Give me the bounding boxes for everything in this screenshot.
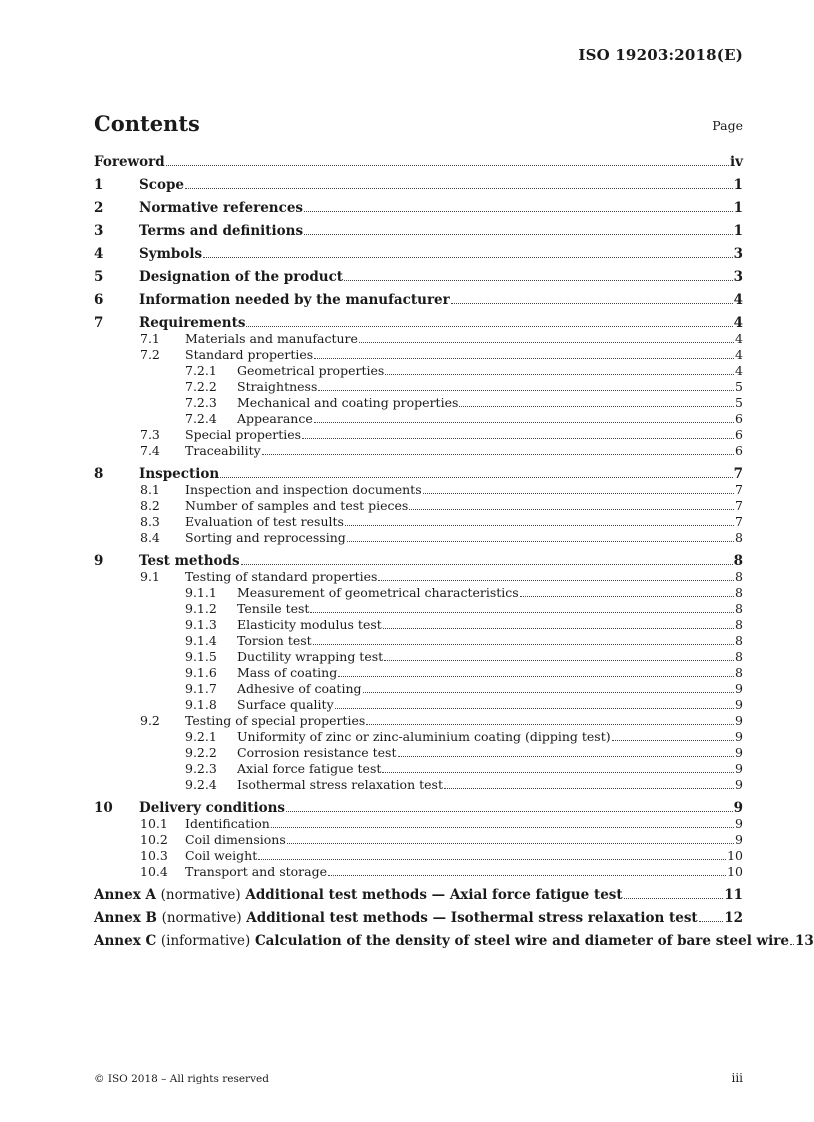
dot-leader (345, 525, 734, 526)
toc-entry-page: 3 (733, 246, 743, 262)
toc-entry-page: 9 (735, 697, 743, 712)
toc-entry[interactable] (94, 601, 743, 617)
toc-entry-page: 9 (735, 713, 743, 728)
toc-entry-number: 9.1.6 (185, 665, 217, 680)
dot-leader (444, 788, 734, 789)
dot-leader (520, 596, 734, 597)
annex-title: Additional test methods — Isothermal stress relaxation test (246, 910, 698, 926)
toc-entry-title: Identification (185, 816, 270, 831)
toc-entry-title: Scope (139, 177, 185, 193)
toc-spacer (94, 193, 743, 200)
toc-entry-title: Coil dimensions (185, 832, 286, 847)
dot-leader (347, 541, 734, 542)
annex-title: Additional test methods — Axial force fatigue test (245, 887, 623, 903)
toc-entry-title: Uniformity of zinc or zinc-aluminium coating (dipping test) (237, 729, 611, 744)
dot-leader (790, 944, 794, 945)
dot-leader (385, 374, 734, 375)
toc-entry-number: 9.2 (140, 713, 160, 728)
dot-leader (258, 859, 726, 860)
toc-entry-page: 8 (735, 649, 743, 664)
toc-entry-number: 10.1 (140, 816, 168, 831)
toc-entry-title: Inspection and inspection documents (185, 482, 422, 497)
dot-leader (335, 708, 734, 709)
toc-entry[interactable] (94, 443, 743, 459)
dot-leader (699, 921, 724, 922)
toc-entry-page: 7 (735, 514, 743, 529)
toc-entry[interactable] (94, 379, 743, 395)
annex-title: Calculation of the density of steel wire and diameter of bare steel wire (254, 933, 789, 949)
toc-entry[interactable] (94, 887, 743, 903)
toc-entry-number: 10.2 (140, 832, 168, 847)
toc-entry-page: 8 (733, 553, 743, 569)
toc-entry[interactable] (94, 223, 743, 239)
footer-page-number: iii (731, 1071, 743, 1085)
toc-entry-number: 9.2.1 (185, 729, 217, 744)
dot-leader (378, 580, 734, 581)
toc-entry-number: 9.1.2 (185, 601, 217, 616)
toc-spacer (94, 308, 743, 315)
toc-entry-title: Torsion test (237, 633, 312, 648)
toc-entry-number: 7.2.4 (185, 411, 217, 426)
toc-entry-number: 9.1.3 (185, 617, 217, 632)
dot-leader (318, 390, 734, 391)
footer-copyright: © ISO 2018 – All rights reserved (94, 1073, 269, 1085)
toc-entry[interactable] (94, 745, 743, 761)
toc-entry[interactable] (94, 411, 743, 427)
toc-entry-title: Mass of coating (237, 665, 338, 680)
dot-leader (359, 342, 734, 343)
toc-entry-number: 8.3 (140, 514, 160, 529)
toc-entry-number: 8.4 (140, 530, 160, 545)
toc-spacer (94, 459, 743, 466)
toc-entry-number: 2 (94, 200, 104, 216)
toc-entry[interactable] (94, 530, 743, 546)
toc-entry[interactable] (94, 292, 743, 308)
toc-entry-page: 8 (735, 585, 743, 600)
toc-entry-page: 7 (733, 466, 743, 482)
toc-entry-page: 9 (735, 816, 743, 831)
toc-spacer (94, 262, 743, 269)
toc-entry-title: Foreword (94, 154, 165, 170)
toc-entry-page: 8 (735, 530, 743, 545)
toc-entry-title: Straightness (237, 379, 318, 394)
toc-entry-number: 7.1 (140, 331, 160, 346)
dot-leader (313, 644, 734, 645)
toc-entry[interactable] (94, 617, 743, 633)
toc-entry-number: 9.1.1 (185, 585, 217, 600)
dot-leader (451, 303, 733, 304)
toc-entry-title: Mechanical and coating properties (237, 395, 459, 410)
toc-entry[interactable] (94, 933, 814, 949)
toc-entry-title: Requirements (139, 315, 246, 331)
toc-entry-title: Special properties (185, 427, 302, 442)
toc-entry[interactable] (94, 482, 743, 498)
toc-entry-title (94, 910, 698, 926)
toc-entry-title: Adhesive of coating (237, 681, 362, 696)
toc-entry-title: Sorting and reprocessing (185, 530, 346, 545)
toc-entry-page: 5 (735, 395, 743, 410)
toc-entry-title: Evaluation of test results (185, 514, 344, 529)
toc-entry[interactable] (94, 154, 743, 170)
toc-entry-page: 8 (735, 601, 743, 616)
toc-entry[interactable] (94, 697, 743, 713)
dot-leader (398, 756, 735, 757)
annex-type: (informative) (160, 933, 251, 949)
toc-entry-title: Tensile test (237, 601, 310, 616)
toc-entry-page: 11 (724, 887, 743, 903)
toc-entry-page: 9 (735, 681, 743, 696)
toc-entry[interactable] (94, 269, 743, 285)
toc-entry-number: 8.2 (140, 498, 160, 513)
dot-leader (246, 326, 732, 327)
toc-entry-page: 4 (735, 363, 743, 378)
toc-entry[interactable] (94, 761, 743, 777)
toc-entry-title: Surface quality (237, 697, 334, 712)
toc-entry-page: 10 (727, 848, 743, 863)
annex-type: (normative) (161, 910, 242, 926)
toc-entry-title: Appearance (237, 411, 313, 426)
dot-leader (241, 564, 733, 565)
toc-entry-title: Testing of special properties (185, 713, 366, 728)
toc-entry-page: 7 (735, 498, 743, 513)
toc-entry[interactable] (94, 498, 743, 514)
toc-entry-page: 4 (733, 292, 743, 308)
toc-entry[interactable] (94, 729, 743, 745)
dot-leader (287, 843, 734, 844)
toc-entry-number: 7.3 (140, 427, 160, 442)
toc-entry[interactable] (94, 864, 743, 880)
toc-entry-title (94, 933, 789, 949)
toc-entry-page: 9 (735, 729, 743, 744)
toc-entry[interactable] (94, 665, 743, 681)
toc-entry-page: 8 (735, 617, 743, 632)
toc-entry[interactable] (94, 331, 743, 347)
toc-entry-page: 4 (735, 347, 743, 362)
dot-leader (166, 165, 729, 166)
toc-entry-page: 12 (724, 910, 743, 926)
toc-entry-number: 4 (94, 246, 104, 262)
toc-entry-title: Standard properties (185, 347, 314, 362)
toc-entry-title (94, 887, 623, 903)
standard-identifier: ISO 19203:2018(E) (578, 46, 743, 64)
dot-leader (382, 772, 734, 773)
toc-entry-page: 8 (735, 569, 743, 584)
dot-leader (423, 493, 734, 494)
toc-entry-number: 9.1.7 (185, 681, 217, 696)
annex-label: Annex C (94, 933, 157, 949)
toc-entry-number: 7.4 (140, 443, 160, 458)
toc-entry-page: 8 (735, 633, 743, 648)
toc-entry-title: Axial force fatigue test (237, 761, 382, 776)
toc-entry-title: Designation of the product (139, 269, 344, 285)
dot-leader (304, 234, 733, 235)
toc-entry-title: Isothermal stress relaxation test (237, 777, 443, 792)
table-of-contents (94, 154, 814, 949)
toc-entry-title: Normative references (139, 200, 304, 216)
toc-entry[interactable] (94, 848, 743, 864)
toc-entry[interactable] (94, 177, 743, 193)
toc-entry-page: 4 (733, 315, 743, 331)
toc-entry-number: 7.2 (140, 347, 160, 362)
toc-entry[interactable] (94, 514, 743, 530)
toc-entry-title: Symbols (139, 246, 203, 262)
dot-leader (310, 612, 734, 613)
toc-entry-page: 1 (733, 200, 743, 216)
toc-entry-page: 8 (735, 665, 743, 680)
toc-entry-number: 3 (94, 223, 104, 239)
toc-entry[interactable] (94, 363, 743, 379)
toc-spacer (94, 546, 743, 553)
toc-entry-number: 7.2.3 (185, 395, 217, 410)
toc-entry-page: 1 (733, 177, 743, 193)
page-title: Contents (94, 111, 200, 136)
toc-entry[interactable] (94, 395, 743, 411)
toc-entry-page: 9 (733, 800, 743, 816)
toc-entry[interactable] (94, 777, 743, 793)
toc-entry-page: 9 (735, 777, 743, 792)
toc-entry-page: 4 (735, 331, 743, 346)
toc-entry[interactable] (94, 200, 743, 216)
toc-spacer (94, 903, 743, 910)
annex-label: Annex A (94, 887, 156, 903)
toc-entry-number: 10.4 (140, 864, 168, 879)
toc-entry[interactable] (94, 553, 743, 569)
toc-entry[interactable] (94, 910, 743, 926)
toc-spacer (94, 793, 743, 800)
toc-spacer (94, 216, 743, 223)
toc-entry-title: Number of samples and test pieces (185, 498, 409, 513)
toc-entry-title: Corrosion resistance test (237, 745, 397, 760)
dot-leader (185, 188, 733, 189)
toc-entry[interactable] (94, 466, 743, 482)
dot-leader (328, 875, 726, 876)
toc-entry[interactable] (94, 569, 743, 585)
annex-label: Annex B (94, 910, 157, 926)
dot-leader (271, 827, 734, 828)
toc-entry-number: 9.2.4 (185, 777, 217, 792)
toc-entry-number: 9.1.5 (185, 649, 217, 664)
toc-entry-page: 7 (735, 482, 743, 497)
toc-entry-title: Materials and manufacture (185, 331, 358, 346)
toc-entry[interactable] (94, 633, 743, 649)
toc-entry-title: Elasticity modulus test (237, 617, 382, 632)
toc-entry-page: 9 (735, 761, 743, 776)
toc-entry[interactable] (94, 246, 743, 262)
dot-leader (624, 898, 724, 899)
toc-entry[interactable] (94, 832, 743, 848)
annex-type: (normative) (160, 887, 241, 903)
dot-leader (302, 438, 734, 439)
toc-entry-number: 9.1 (140, 569, 160, 584)
dot-leader (366, 724, 734, 725)
dot-leader (338, 676, 734, 677)
toc-entry-title: Transport and storage (185, 864, 327, 879)
toc-entry-page: 1 (733, 223, 743, 239)
toc-entry-number: 1 (94, 177, 104, 193)
toc-entry-number: 7.2.1 (185, 363, 217, 378)
toc-entry-number: 9.2.2 (185, 745, 217, 760)
toc-entry[interactable] (94, 649, 743, 665)
toc-entry[interactable] (94, 816, 743, 832)
dot-leader (383, 628, 734, 629)
toc-entry-title: Coil weight (185, 848, 258, 863)
dot-leader (384, 660, 734, 661)
toc-entry-number: 8.1 (140, 482, 160, 497)
toc-entry[interactable] (94, 681, 743, 697)
toc-entry[interactable] (94, 427, 743, 443)
toc-entry-title: Testing of standard properties (185, 569, 378, 584)
dot-leader (304, 211, 733, 212)
toc-entry-page: 6 (735, 443, 743, 458)
toc-entry-title: Geometrical properties (237, 363, 385, 378)
dot-leader (220, 477, 732, 478)
toc-entry-number: 9.2.3 (185, 761, 217, 776)
toc-entry-title: Information needed by the manufacturer (139, 292, 450, 308)
toc-entry[interactable] (94, 347, 743, 363)
toc-entry-number: 10.3 (140, 848, 168, 863)
toc-entry-page: 13 (795, 933, 814, 949)
toc-spacer (94, 239, 743, 246)
toc-entry-title: Test methods (139, 553, 240, 569)
dot-leader (203, 257, 733, 258)
toc-entry[interactable] (94, 315, 743, 331)
toc-entry-number: 6 (94, 292, 104, 308)
page-column-label: Page (712, 118, 743, 133)
dot-leader (612, 740, 734, 741)
toc-entry-page: 9 (735, 832, 743, 847)
toc-entry-page: iv (730, 154, 743, 170)
dot-leader (262, 454, 734, 455)
toc-entry-page: 6 (735, 427, 743, 442)
toc-entry[interactable] (94, 800, 743, 816)
dot-leader (314, 358, 734, 359)
toc-entry-number: 5 (94, 269, 104, 285)
toc-entry-page: 10 (727, 864, 743, 879)
toc-spacer (94, 285, 743, 292)
dot-leader (286, 811, 733, 812)
toc-spacer (94, 170, 743, 177)
dot-leader (459, 406, 734, 407)
toc-entry-title: Delivery conditions (139, 800, 286, 816)
toc-entry-page: 9 (735, 745, 743, 760)
toc-entry-page: 3 (733, 269, 743, 285)
dot-leader (409, 509, 734, 510)
toc-entry-number: 7.2.2 (185, 379, 217, 394)
toc-entry-number: 10 (94, 800, 113, 816)
toc-entry-number: 8 (94, 466, 104, 482)
toc-entry[interactable] (94, 585, 743, 601)
toc-entry-title: Terms and definitions (139, 223, 304, 239)
toc-entry-number: 9.1.4 (185, 633, 217, 648)
toc-entry-number: 7 (94, 315, 104, 331)
dot-leader (344, 280, 733, 281)
toc-entry-title: Traceability (185, 443, 261, 458)
toc-entry-title: Measurement of geometrical characteristics (237, 585, 519, 600)
toc-entry-title: Inspection (139, 466, 220, 482)
dot-leader (314, 422, 734, 423)
toc-entry-page: 5 (735, 379, 743, 394)
toc-entry-page: 6 (735, 411, 743, 426)
toc-entry-number: 9 (94, 553, 104, 569)
toc-spacer (94, 926, 743, 933)
toc-spacer (94, 880, 743, 887)
toc-entry-number: 9.1.8 (185, 697, 217, 712)
toc-entry[interactable] (94, 713, 743, 729)
dot-leader (363, 692, 735, 693)
toc-entry-title: Ductility wrapping test (237, 649, 384, 664)
